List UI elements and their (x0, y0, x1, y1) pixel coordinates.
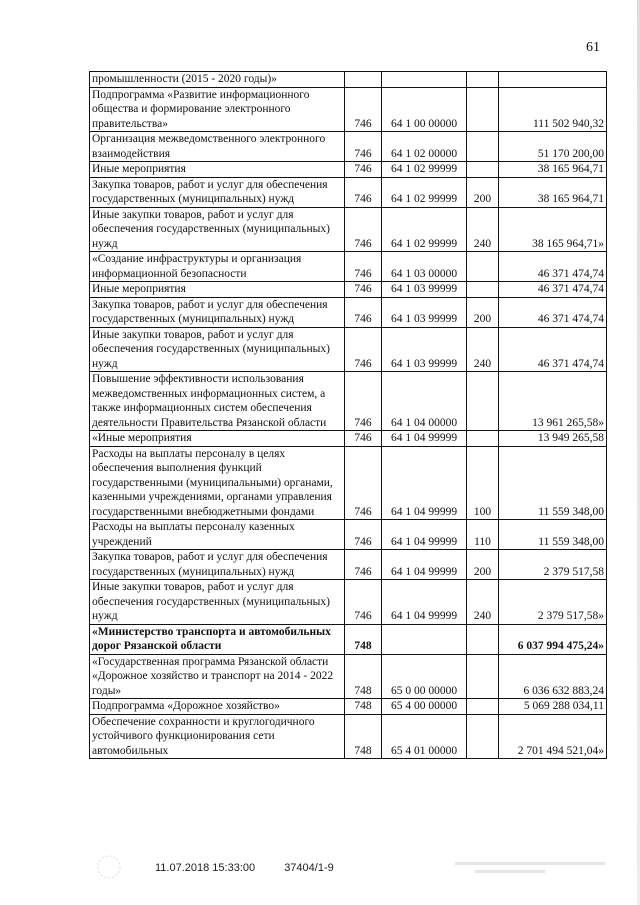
row-amount-cell: 13 949 265,58 (499, 431, 607, 447)
table-row (90, 431, 607, 447)
row-amount-cell (499, 72, 607, 88)
row-expense-type-cell: 200 (467, 297, 499, 327)
table-row (90, 580, 607, 625)
row-amount-cell: 2 379 517,58 (499, 550, 607, 580)
row-name-cell: «Создание инфраструктуры и организация информационной безопасности (90, 252, 345, 282)
footer-datetime: 11.07.2018 15:33:00 (155, 862, 256, 874)
row-code-cell: 64 1 04 99999 (382, 446, 467, 520)
row-name-cell: Закупка товаров, работ и услуг для обеспечения государственных (муниципальных) нужд (90, 297, 345, 327)
row-code-cell: 64 1 04 99999 (382, 520, 467, 550)
row-expense-type-cell: 240 (467, 207, 499, 252)
page-number: 61 (586, 40, 600, 55)
table-row (90, 624, 607, 654)
row-code-cell (382, 72, 467, 88)
table-row (90, 372, 607, 431)
table-row (90, 297, 607, 327)
row-name-cell: Обеспечение сохранности и круглогодичного устойчивого функционирования сети автомобильных (90, 714, 345, 759)
row-name-cell: Закупка товаров, работ и услуг для обеспечения государственных (муниципальных) нужд (90, 177, 345, 207)
row-ministry-cell: 746 (345, 372, 382, 431)
table-row (90, 177, 607, 207)
row-code-cell: 64 1 04 99999 (382, 580, 467, 625)
row-amount-cell: 6 037 994 475,24» (499, 624, 607, 654)
row-code-cell: 65 4 00 00000 (382, 699, 467, 715)
row-expense-type-cell (467, 87, 499, 132)
table-row (90, 132, 607, 162)
row-ministry-cell: 746 (345, 87, 382, 132)
row-name-cell: Расходы на выплаты персоналу в целях обеспечения выполнения функций государственными (муниципальными) органами, казенными учреждениями, органами управления государственными внебюджетными фондами (90, 446, 345, 520)
budget-table-body (90, 72, 607, 759)
row-amount-cell: 111 502 940,32 (499, 87, 607, 132)
row-name-cell: Подпрограмма «Дорожное хозяйство» (90, 699, 345, 715)
row-amount-cell: 5 069 288 034,11 (499, 699, 607, 715)
row-expense-type-cell (467, 624, 499, 654)
row-code-cell: 64 1 04 00000 (382, 372, 467, 431)
row-ministry-cell: 746 (345, 446, 382, 520)
row-code-cell: 64 1 02 99999 (382, 162, 467, 178)
footer-doc-number: 37404/1-9 (284, 862, 334, 874)
row-expense-type-cell (467, 132, 499, 162)
row-code-cell (382, 624, 467, 654)
row-ministry-cell: 746 (345, 282, 382, 298)
row-name-cell: Иные закупки товаров, работ и услуг для обеспечения государственных (муниципальных) нужд (90, 580, 345, 625)
table-row (90, 87, 607, 132)
row-expense-type-cell (467, 372, 499, 431)
row-ministry-cell: 746 (345, 580, 382, 625)
row-ministry-cell: 748 (345, 699, 382, 715)
row-amount-cell: 38 165 964,71» (499, 207, 607, 252)
row-expense-type-cell (467, 431, 499, 447)
table-row (90, 252, 607, 282)
row-ministry-cell (345, 72, 382, 88)
faint-stamp-text (455, 858, 605, 878)
row-code-cell: 64 1 04 99999 (382, 431, 467, 447)
row-expense-type-cell: 240 (467, 327, 499, 372)
footer (155, 862, 360, 874)
row-expense-type-cell: 200 (467, 550, 499, 580)
row-expense-type-cell (467, 714, 499, 759)
row-ministry-cell: 748 (345, 654, 382, 699)
row-code-cell: 64 1 03 99999 (382, 297, 467, 327)
row-expense-type-cell: 100 (467, 446, 499, 520)
row-amount-cell: 38 165 964,71 (499, 162, 607, 178)
row-amount-cell: 11 559 348,00 (499, 520, 607, 550)
row-code-cell: 64 1 00 00000 (382, 87, 467, 132)
table-row (90, 327, 607, 372)
table-row (90, 72, 607, 88)
row-amount-cell: 46 371 474,74 (499, 327, 607, 372)
row-code-cell: 64 1 02 99999 (382, 177, 467, 207)
row-code-cell: 65 0 00 00000 (382, 654, 467, 699)
row-name-cell: Организация межведомственного электронного взаимодействия (90, 132, 345, 162)
row-code-cell: 64 1 02 00000 (382, 132, 467, 162)
row-expense-type-cell: 200 (467, 177, 499, 207)
row-name-cell: Расходы на выплаты персоналу казенных учреждений (90, 520, 345, 550)
budget-table (89, 71, 607, 759)
row-expense-type-cell (467, 252, 499, 282)
row-expense-type-cell (467, 282, 499, 298)
row-code-cell: 65 4 01 00000 (382, 714, 467, 759)
row-name-cell: «Министерство транспорта и автомобильных дорог Рязанской области (90, 624, 345, 654)
table-row (90, 654, 607, 699)
row-amount-cell: 46 371 474,74 (499, 282, 607, 298)
row-code-cell: 64 1 02 99999 (382, 207, 467, 252)
row-name-cell: «Иные мероприятия (90, 431, 345, 447)
row-amount-cell: 46 371 474,74 (499, 252, 607, 282)
row-ministry-cell: 746 (345, 177, 382, 207)
row-expense-type-cell: 240 (467, 580, 499, 625)
table-row (90, 550, 607, 580)
row-amount-cell: 38 165 964,71 (499, 177, 607, 207)
row-name-cell: Повышение эффективности использования межведомственных информационных систем, а также информационных систем обеспечения деятельности Правительства Рязанской области (90, 372, 345, 431)
row-amount-cell: 6 036 632 883,24 (499, 654, 607, 699)
row-expense-type-cell (467, 72, 499, 88)
row-expense-type-cell (467, 654, 499, 699)
row-amount-cell: 2 701 494 521,04» (499, 714, 607, 759)
row-name-cell: Подпрограмма «Развитие информационного общества и формирование электронного правительства» (90, 87, 345, 132)
row-ministry-cell: 746 (345, 520, 382, 550)
stamp-mark (95, 852, 123, 882)
table-row (90, 282, 607, 298)
row-ministry-cell: 746 (345, 162, 382, 178)
row-name-cell: Закупка товаров, работ и услуг для обеспечения государственных (муниципальных) нужд (90, 550, 345, 580)
row-ministry-cell: 746 (345, 431, 382, 447)
row-amount-cell: 51 170 200,00 (499, 132, 607, 162)
row-name-cell: Иные мероприятия (90, 282, 345, 298)
table-row (90, 714, 607, 759)
row-code-cell: 64 1 03 99999 (382, 282, 467, 298)
row-ministry-cell: 746 (345, 207, 382, 252)
table-row (90, 162, 607, 178)
row-ministry-cell: 746 (345, 550, 382, 580)
row-name-cell: промышленности (2015 - 2020 годы)» (90, 72, 345, 88)
row-amount-cell: 11 559 348,00 (499, 446, 607, 520)
row-amount-cell: 46 371 474,74 (499, 297, 607, 327)
row-name-cell: Иные мероприятия (90, 162, 345, 178)
row-ministry-cell: 746 (345, 297, 382, 327)
row-ministry-cell: 746 (345, 132, 382, 162)
row-ministry-cell: 748 (345, 624, 382, 654)
row-ministry-cell: 746 (345, 327, 382, 372)
table-row (90, 699, 607, 715)
row-name-cell: Иные закупки товаров, работ и услуг для обеспечения государственных (муниципальных) нужд (90, 207, 345, 252)
row-expense-type-cell (467, 699, 499, 715)
row-amount-cell: 13 961 265,58» (499, 372, 607, 431)
row-code-cell: 64 1 04 99999 (382, 550, 467, 580)
row-name-cell: Иные закупки товаров, работ и услуг для обеспечения государственных (муниципальных) нужд (90, 327, 345, 372)
row-amount-cell: 2 379 517,58» (499, 580, 607, 625)
table-row (90, 520, 607, 550)
row-name-cell: «Государственная программа Рязанской области «Дорожное хозяйство и транспорт на 2014 - 2022 годы» (90, 654, 345, 699)
table-row (90, 446, 607, 520)
row-code-cell: 64 1 03 00000 (382, 252, 467, 282)
row-expense-type-cell: 110 (467, 520, 499, 550)
row-ministry-cell: 746 (345, 252, 382, 282)
row-expense-type-cell (467, 162, 499, 178)
row-code-cell: 64 1 03 99999 (382, 327, 467, 372)
row-ministry-cell: 748 (345, 714, 382, 759)
table-row (90, 207, 607, 252)
